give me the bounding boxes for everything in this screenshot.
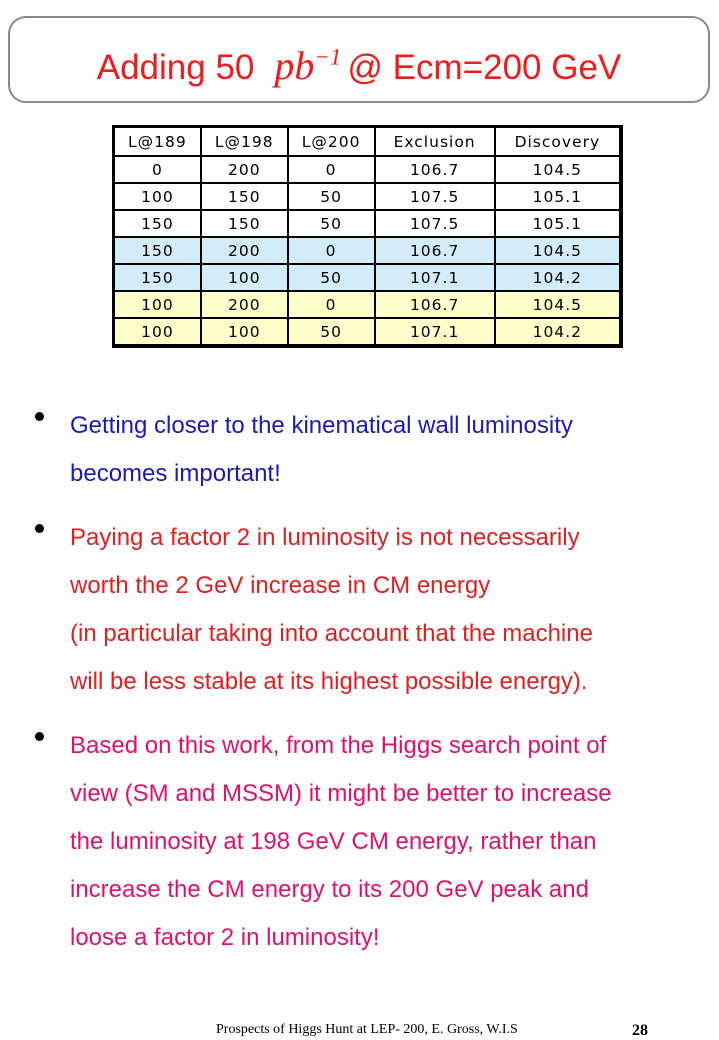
table-cell: 150 (201, 210, 288, 237)
table-row (114, 237, 620, 264)
title-prefix: Adding 50 (96, 48, 255, 87)
table-cell: 0 (114, 156, 201, 183)
table-row (114, 156, 620, 183)
bullet-text (70, 722, 719, 962)
page-number: 28 (632, 1022, 648, 1039)
footer-credit: Prospects of Higgs Hunt at LEP- 200, E. Gross, W.I.S (216, 1022, 518, 1037)
table-cell: 0 (288, 291, 375, 318)
bullet-text (70, 402, 719, 498)
table-cell: 150 (201, 183, 288, 210)
table-cell: 200 (201, 237, 288, 264)
table-cell: 0 (288, 237, 375, 264)
table-cell: 105.1 (495, 210, 620, 237)
title-unit-base: pb (274, 43, 315, 88)
bullet-dot-icon (35, 732, 44, 741)
table-cell: 100 (114, 291, 201, 318)
title-suffix: @ Ecm=200 GeV (347, 48, 622, 87)
table-cell: 107.5 (375, 210, 495, 237)
table-cell: 106.7 (375, 156, 495, 183)
table-cell: 107.1 (375, 264, 495, 291)
bullet-line: (in particular taking into account that the machine (70, 620, 593, 647)
header-discovery: Discovery (495, 127, 620, 156)
table-cell: 50 (288, 318, 375, 345)
bullet-line: Paying a factor 2 in luminosity is not necessarily (70, 524, 580, 551)
bullet-list (0, 402, 719, 978)
table-cell: 104.5 (495, 291, 620, 318)
title-unit (274, 43, 341, 88)
table-cell: 104.2 (495, 318, 620, 345)
table-cell: 104.5 (495, 156, 620, 183)
bullet-dot-icon (35, 524, 44, 533)
table-row (114, 264, 620, 291)
bullet-line: will be less stable at its highest possible energy). (70, 668, 588, 695)
table-cell: 106.7 (375, 237, 495, 264)
bullet-line: Getting closer to the kinematical wall luminosity (70, 412, 573, 439)
bullet-item (0, 402, 719, 498)
slide-title (10, 42, 708, 89)
header-l198: L@198 (201, 127, 288, 156)
table-header-row (114, 127, 620, 156)
luminosity-table (112, 125, 623, 348)
bullet-line: view (SM and MSSM) it might be better to increase (70, 780, 612, 807)
table-cell: 107.5 (375, 183, 495, 210)
bullet-item (0, 514, 719, 706)
bullet-line: increase the CM energy to its 200 GeV peak and (70, 876, 589, 903)
title-box (8, 16, 710, 103)
header-l189: L@189 (114, 127, 201, 156)
bullet-line: the luminosity at 198 GeV CM energy, rather than (70, 828, 597, 855)
table-cell: 150 (114, 210, 201, 237)
table-cell: 100 (201, 318, 288, 345)
table-cell: 150 (114, 237, 201, 264)
header-l200: L@200 (288, 127, 375, 156)
table-row (114, 183, 620, 210)
table-cell: 200 (201, 291, 288, 318)
table-cell: 100 (114, 183, 201, 210)
table-cell: 104.5 (495, 237, 620, 264)
table-cell: 100 (114, 318, 201, 345)
table-cell: 0 (288, 156, 375, 183)
title-unit-exponent: −1 (314, 44, 342, 70)
bullet-line: becomes important! (70, 460, 281, 487)
table-cell: 105.1 (495, 183, 620, 210)
table-cell: 50 (288, 264, 375, 291)
bullet-text (70, 514, 719, 706)
table-row (114, 210, 620, 237)
table-cell: 106.7 (375, 291, 495, 318)
bullet-line: loose a factor 2 in luminosity! (70, 924, 380, 951)
bullet-line: Based on this work, from the Higgs search point of (70, 732, 607, 759)
table-row (114, 318, 620, 345)
table-cell: 104.2 (495, 264, 620, 291)
bullet-dot-icon (35, 412, 44, 421)
table-cell: 50 (288, 183, 375, 210)
table-cell: 50 (288, 210, 375, 237)
table-row (114, 291, 620, 318)
table-cell: 200 (201, 156, 288, 183)
table-cell: 107.1 (375, 318, 495, 345)
table-cell: 150 (114, 264, 201, 291)
bullet-item (0, 722, 719, 962)
table-cell: 100 (201, 264, 288, 291)
header-exclusion: Exclusion (375, 127, 495, 156)
bullet-line: worth the 2 GeV increase in CM energy (70, 572, 491, 599)
